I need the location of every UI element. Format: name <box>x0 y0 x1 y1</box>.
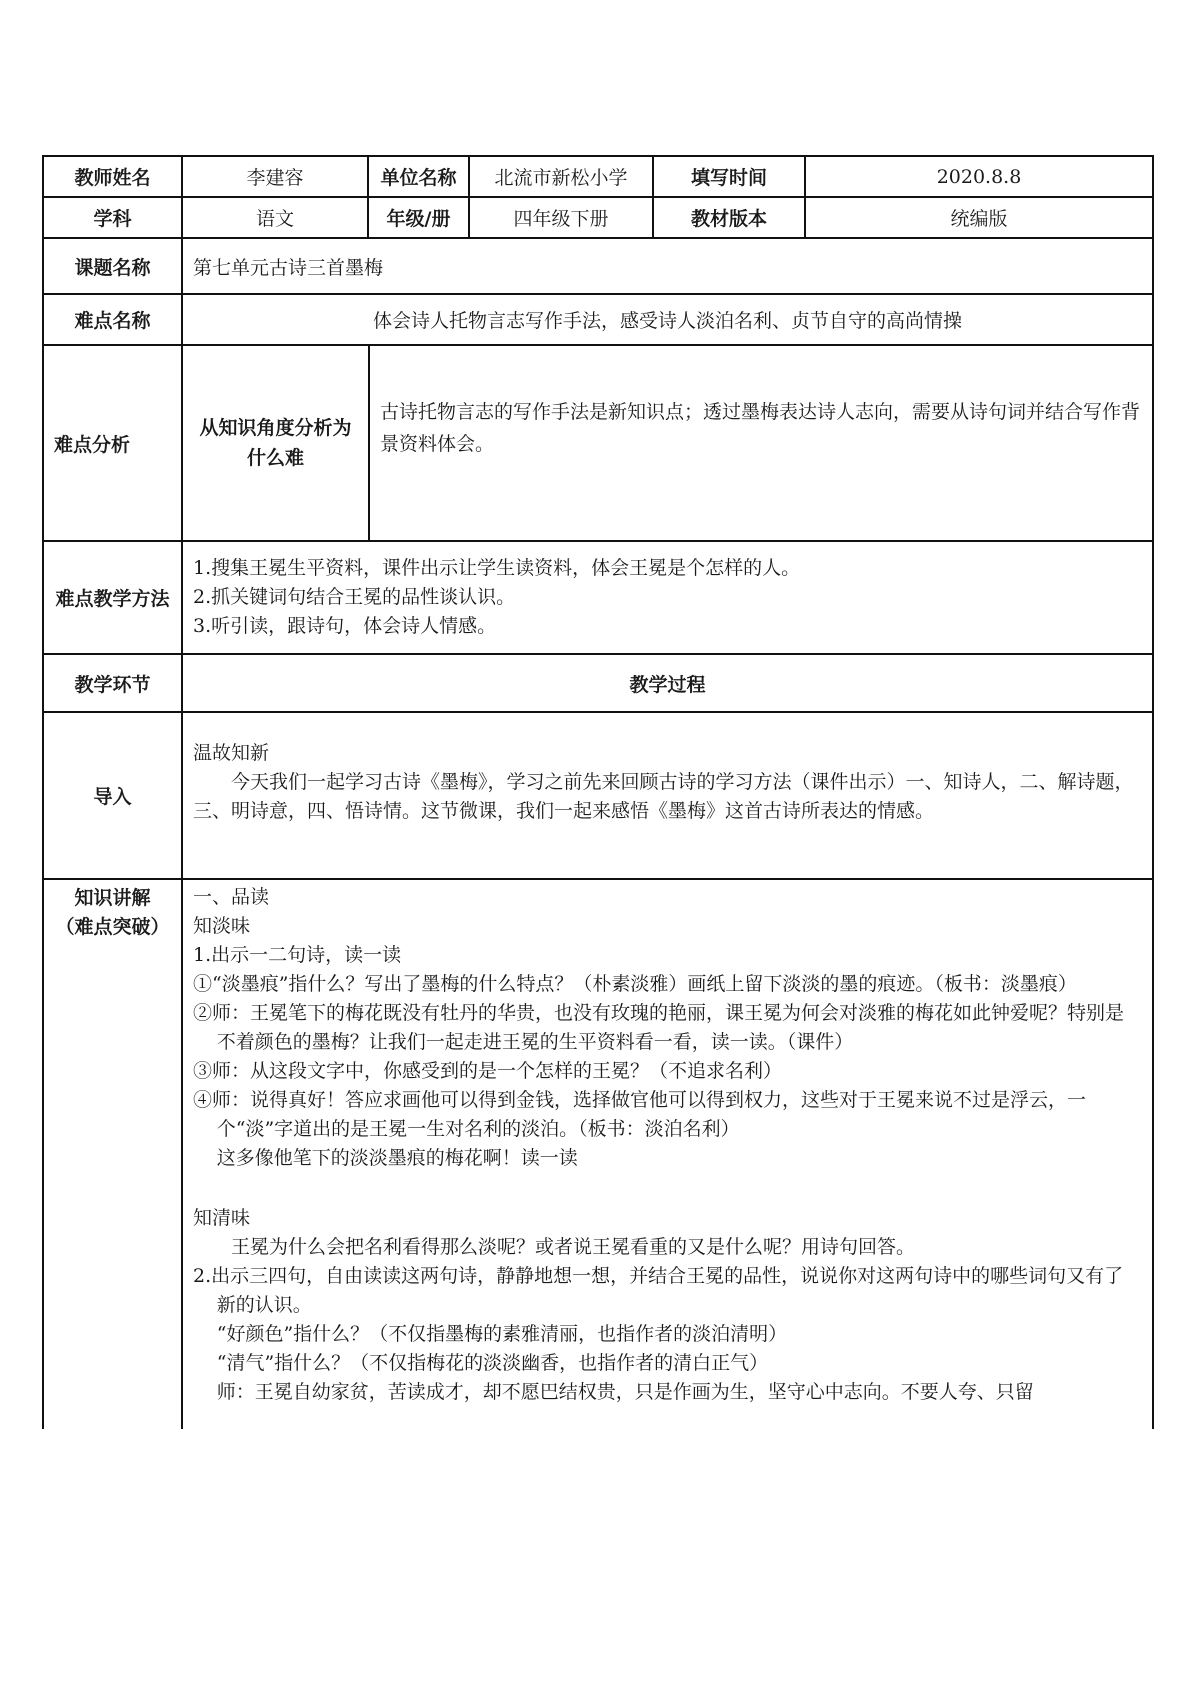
method-item: 1.搜集王冕生平资料，课件出示让学生读资料，体会王冕是个怎样的人。 <box>193 557 801 579</box>
process-header-row <box>43 654 1153 712</box>
knowledge-label <box>43 879 182 1429</box>
knowledge-row <box>43 879 1153 1429</box>
knowledge-content <box>182 879 1153 1429</box>
blank-line <box>193 1173 1142 1204</box>
knowledge-line: 这多像他笔下的淡淡墨痕的梅花啊！读一读 <box>216 1147 578 1169</box>
difficulty-value: 体会诗人托物言志写作手法，感受诗人淡泊名利、贞节自守的高尚情操 <box>182 294 1153 345</box>
intro-title: 温故知新 <box>193 742 270 764</box>
knowledge-line: 王冕为什么会把名利看得那么淡呢？或者说王冕看重的又是什么呢？用诗句回答。 <box>231 1236 916 1258</box>
knowledge-line: 2.出示三四句，自由读读这两句诗，静静地想一想，并结合王冕的品性，说说你对这两句诗中的哪些词句又有了新的认识。 <box>193 1265 1124 1316</box>
difficulty-row <box>43 294 1153 345</box>
methods-list <box>182 541 1153 654</box>
intro-label: 导入 <box>43 712 182 879</box>
subject-value: 语文 <box>182 197 368 238</box>
topic-value: 第七单元古诗三首墨梅 <box>182 238 1153 294</box>
analysis-label: 难点分析 <box>43 345 182 541</box>
knowledge-label-line1: 知识讲解 <box>74 887 151 909</box>
difficulty-label: 难点名称 <box>43 294 182 345</box>
analysis-cell <box>182 345 1153 541</box>
knowledge-line: “好颜色”指什么？（不仅指墨梅的素雅清丽，也指作者的淡泊清明） <box>216 1323 788 1345</box>
header-row-2 <box>43 197 1153 238</box>
knowledge-line: 1.出示一二句诗，读一读 <box>193 944 402 966</box>
topic-row <box>43 238 1153 294</box>
header-row-1 <box>43 156 1153 197</box>
knowledge-line: 知淡味 <box>193 915 251 937</box>
unit-value: 北流市新松小学 <box>469 156 653 197</box>
intro-content <box>182 712 1153 879</box>
topic-label: 课题名称 <box>43 238 182 294</box>
intro-body: 今天我们一起学习古诗《墨梅》，学习之前先来回顾古诗的学习方法（课件出示）一、知诗人，二、解诗题，三、明诗意，四、悟诗情。这节微课，我们一起来感悟《墨梅》这首古诗所表达的情感。 <box>193 771 1134 822</box>
knowledge-line: ③师：从这段文字中，你感受到的是一个怎样的王冕？（不追求名利） <box>193 1060 783 1082</box>
teacher-value: 李建容 <box>182 156 368 197</box>
lesson-plan-form <box>42 155 1152 1429</box>
knowledge-line: 知清味 <box>193 1207 251 1229</box>
grade-label: 年级/册 <box>368 197 469 238</box>
knowledge-label-line2: （难点突破） <box>55 916 170 938</box>
process-step-label: 教学环节 <box>43 654 182 712</box>
intro-row <box>43 712 1153 879</box>
teacher-label: 教师姓名 <box>43 156 182 197</box>
method-item: 3.听引读，跟诗句，体会诗人情感。 <box>193 615 497 637</box>
date-value: 2020.8.8 <box>805 156 1153 197</box>
analysis-content: 古诗托物言志的写作手法是新知识点；透过墨梅表达诗人志向，需要从诗句词并结合写作背景资料体会。 <box>380 401 1141 455</box>
methods-label: 难点教学方法 <box>43 541 182 654</box>
knowledge-line: 一、品读 <box>193 886 270 908</box>
knowledge-line: “清气”指什么？（不仅指梅花的淡淡幽香，也指作者的清白正气） <box>216 1352 769 1374</box>
method-item: 2.抓关键词句结合王冕的品性谈认识。 <box>193 586 516 608</box>
unit-label: 单位名称 <box>368 156 469 197</box>
subject-label: 学科 <box>43 197 182 238</box>
edition-value: 统编版 <box>805 197 1153 238</box>
process-title: 教学过程 <box>182 654 1153 712</box>
analysis-row <box>43 345 1153 541</box>
knowledge-line: ①“淡墨痕”指什么？写出了墨梅的什么特点？（朴素淡雅）画纸上留下淡淡的墨的痕迹。（板书：淡墨痕） <box>193 973 1077 995</box>
lesson-plan-table <box>42 155 1154 1429</box>
knowledge-line: ②师：王冕笔下的梅花既没有牡丹的华贵，也没有玫瑰的艳丽，课王冕为何会对淡雅的梅花如此钟爱呢？特别是不着颜色的墨梅？让我们一起走进王冕的生平资料看一看，读一读。（课件） <box>193 1002 1125 1053</box>
grade-value: 四年级下册 <box>469 197 653 238</box>
knowledge-line: 师：王冕自幼家贫，苦读成才，却不愿巴结权贵，只是作画为生，坚守心中志向。不要人夸、只留 <box>216 1381 1034 1403</box>
edition-label: 教材版本 <box>653 197 805 238</box>
analysis-sub-label: 从知识角度分析为什么难 <box>183 346 369 540</box>
analysis-inner <box>183 346 1152 540</box>
knowledge-line: ④师：说得真好！答应求画他可以得到金钱，选择做官他可以得到权力，这些对于王冕来说不过是浮云，一个“淡”字道出的是王冕一生对名利的淡泊。（板书：淡泊名利） <box>193 1089 1087 1140</box>
date-label: 填写时间 <box>653 156 805 197</box>
methods-row <box>43 541 1153 654</box>
